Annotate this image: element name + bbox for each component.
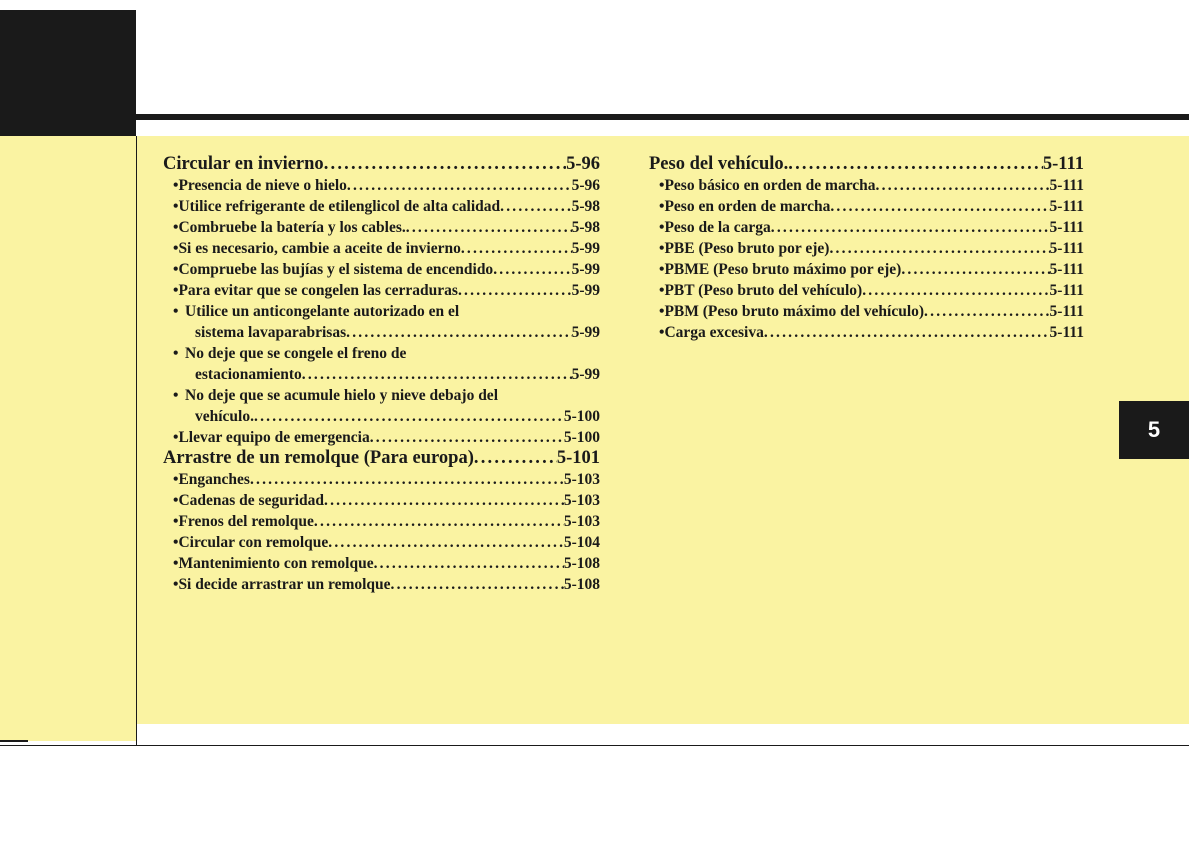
leader-dots xyxy=(346,322,571,343)
leader-dots xyxy=(314,511,564,532)
toc-entry-text: Compruebe las bujías y el sistema de encendido xyxy=(178,261,494,278)
page-number: 5-100 xyxy=(563,429,600,446)
toc-entry-text: Presencia de nieve o hielo xyxy=(178,177,347,194)
toc-entry[interactable] xyxy=(163,385,600,427)
toc-entry-text: PBME (Peso bruto máximo por eje) xyxy=(664,261,902,278)
page-number: 5-111 xyxy=(1049,219,1084,236)
bullet-icon: • xyxy=(659,219,665,236)
toc-entry-text: PBT (Peso bruto del vehículo) xyxy=(664,282,863,299)
bullet-icon: • xyxy=(659,282,665,299)
page-number: 5-111 xyxy=(1049,177,1084,194)
leader-dots xyxy=(901,259,1049,280)
toc-entry-text: Llevar equipo de emergencia xyxy=(178,429,370,446)
toc-entry-line xyxy=(163,301,600,322)
page-number: 5-99 xyxy=(571,261,600,278)
toc-entry-text: Combruebe la batería y los cables. xyxy=(178,219,406,236)
toc-entry-line xyxy=(163,343,600,364)
toc-entry[interactable] xyxy=(649,217,1084,238)
leader-dots xyxy=(771,217,1050,238)
toc-entry[interactable] xyxy=(649,238,1084,259)
bullet-icon: • xyxy=(173,387,179,404)
toc-entry[interactable] xyxy=(163,490,600,511)
bullet-icon: • xyxy=(659,324,665,341)
leader-dots xyxy=(788,154,1043,175)
toc-heading-text: Arrastre de un remolque (Para europa) xyxy=(163,448,474,468)
toc-entry-text: Peso de la carga xyxy=(664,219,771,236)
leader-dots xyxy=(406,217,572,238)
toc-entry[interactable] xyxy=(163,343,600,385)
toc-entry[interactable] xyxy=(649,280,1084,301)
page-number: 5-108 xyxy=(563,555,600,572)
leader-dots xyxy=(250,469,564,490)
leader-dots xyxy=(474,448,557,469)
page-number: 5-111 xyxy=(1049,198,1084,215)
leader-dots xyxy=(328,532,564,553)
bullet-icon: • xyxy=(173,261,179,278)
leader-dots xyxy=(829,238,1049,259)
bullet-icon: • xyxy=(659,177,665,194)
page-number: 5-101 xyxy=(556,448,600,468)
toc-entry[interactable] xyxy=(163,175,600,196)
bullet-icon: • xyxy=(173,240,179,257)
toc-entry[interactable] xyxy=(163,238,600,259)
footer-left-mark xyxy=(0,740,28,742)
toc-entry-text: Frenos del remolque xyxy=(178,513,314,530)
toc-heading[interactable] xyxy=(649,154,1084,175)
page-number: 5-103 xyxy=(563,492,600,509)
toc-left-column xyxy=(163,154,600,595)
page-number: 5-99 xyxy=(571,282,600,299)
toc-entry-text: Utilice un anticongelante autorizado en el xyxy=(185,303,460,320)
toc-entry[interactable] xyxy=(163,532,600,553)
leader-dots xyxy=(324,154,566,175)
page-number: 5-98 xyxy=(571,219,600,236)
bullet-icon: • xyxy=(173,345,179,362)
header-rule xyxy=(136,114,1189,120)
toc-entry-line xyxy=(163,406,600,427)
toc-entry-text: Circular con remolque xyxy=(178,534,329,551)
leader-dots xyxy=(493,259,571,280)
page-number: 5-111 xyxy=(1049,303,1084,320)
bullet-icon: • xyxy=(173,303,179,320)
bullet-icon: • xyxy=(173,534,179,551)
leader-dots xyxy=(347,175,572,196)
toc-entry[interactable] xyxy=(649,196,1084,217)
toc-entry-text: estacionamiento xyxy=(195,366,302,383)
left-margin-panel xyxy=(0,136,136,741)
toc-entry-line xyxy=(163,322,600,343)
toc-entry[interactable] xyxy=(163,427,600,448)
toc-heading[interactable] xyxy=(163,448,600,469)
bullet-icon: • xyxy=(173,513,179,530)
footer-rule xyxy=(0,745,1189,746)
page-number: 5-98 xyxy=(571,198,600,215)
toc-heading-text: Peso del vehículo. xyxy=(649,154,789,174)
page-number: 5-111 xyxy=(1049,324,1084,341)
leader-dots xyxy=(302,364,572,385)
bullet-icon: • xyxy=(173,282,179,299)
toc-entry[interactable] xyxy=(163,301,600,343)
bullet-icon: • xyxy=(173,576,179,593)
page-number: 5-103 xyxy=(563,471,600,488)
toc-entry[interactable] xyxy=(163,574,600,595)
toc-entry[interactable] xyxy=(163,196,600,217)
leader-dots xyxy=(324,490,564,511)
page-number: 5-99 xyxy=(571,324,600,341)
toc-entry[interactable] xyxy=(163,280,600,301)
toc-entry-text: sistema lavaparabrisas xyxy=(195,324,347,341)
toc-right-column xyxy=(649,154,1084,343)
bullet-icon: • xyxy=(173,555,179,572)
leader-dots xyxy=(764,322,1050,343)
page-number: 5-99 xyxy=(571,366,600,383)
leader-dots xyxy=(374,553,564,574)
toc-entry-text: Para evitar que se congelen las cerraduras xyxy=(178,282,458,299)
page-number: 5-103 xyxy=(563,513,600,530)
toc-entry[interactable] xyxy=(163,469,600,490)
bullet-icon: • xyxy=(173,219,179,236)
leader-dots xyxy=(830,196,1049,217)
toc-entry-text: Mantenimiento con remolque xyxy=(178,555,374,572)
margin-divider xyxy=(136,136,137,746)
chapter-tab: 5 xyxy=(1119,401,1189,459)
toc-entry-text: vehículo. xyxy=(195,408,254,425)
toc-entry-text: Peso básico en orden de marcha xyxy=(664,177,876,194)
leader-dots xyxy=(461,238,572,259)
leader-dots xyxy=(924,301,1050,322)
toc-entry-text: PBM (Peso bruto máximo del vehículo) xyxy=(664,303,925,320)
page-number: 5-111 xyxy=(1049,240,1084,257)
bullet-icon: • xyxy=(173,471,179,488)
bullet-icon: • xyxy=(659,240,665,257)
leader-dots xyxy=(391,574,564,595)
toc-entry-text: Peso en orden de marcha xyxy=(664,198,831,215)
toc-entry[interactable] xyxy=(649,259,1084,280)
toc-entry-text: Utilice refrigerante de etilenglicol de alta calidad xyxy=(178,198,501,215)
page-number: 5-99 xyxy=(571,240,600,257)
bullet-icon: • xyxy=(659,261,665,278)
toc-entry-text: No deje que se congele el freno de xyxy=(185,345,407,362)
toc-entry-text: No deje que se acumule hielo y nieve debajo del xyxy=(185,387,498,404)
toc-entry-text: Carga excesiva xyxy=(664,324,764,341)
toc-entry-line xyxy=(163,385,600,406)
page-number: 5-96 xyxy=(571,177,600,194)
toc-entry-text: Enganches xyxy=(178,471,250,488)
toc-entry[interactable] xyxy=(163,553,600,574)
leader-dots xyxy=(500,196,571,217)
toc-entry[interactable] xyxy=(163,259,600,280)
toc-entry-text: PBE (Peso bruto por eje) xyxy=(664,240,830,257)
toc-entry-line xyxy=(163,364,600,385)
leader-dots xyxy=(370,427,564,448)
page-number: 5-111 xyxy=(1049,261,1084,278)
toc-entry[interactable] xyxy=(163,217,600,238)
page-number: 5-108 xyxy=(563,576,600,593)
leader-dots xyxy=(458,280,572,301)
bullet-icon: • xyxy=(659,303,665,320)
bullet-icon: • xyxy=(173,429,179,446)
bullet-icon: • xyxy=(173,492,179,509)
leader-dots xyxy=(862,280,1049,301)
bullet-icon: • xyxy=(173,198,179,215)
toc-entry-text: Cadenas de seguridad xyxy=(178,492,324,509)
toc-entry-text: Si decide arrastrar un remolque xyxy=(178,576,391,593)
leader-dots xyxy=(876,175,1050,196)
toc-entry[interactable] xyxy=(649,175,1084,196)
leader-dots xyxy=(254,406,564,427)
page-number: 5-100 xyxy=(563,408,600,425)
bullet-icon: • xyxy=(173,177,179,194)
page-number: 5-104 xyxy=(563,534,600,551)
toc-entry[interactable] xyxy=(163,511,600,532)
toc-heading-text: Circular en invierno xyxy=(163,154,324,174)
page-number: 5-111 xyxy=(1042,154,1084,174)
toc-heading[interactable] xyxy=(163,154,600,175)
page-number: 5-111 xyxy=(1049,282,1084,299)
toc-entry[interactable] xyxy=(649,301,1084,322)
header-black-block xyxy=(0,10,136,136)
page-number: 5-96 xyxy=(566,154,600,174)
bullet-icon: • xyxy=(659,198,665,215)
toc-entry-text: Si es necesario, cambie a aceite de invierno xyxy=(178,240,461,257)
toc-entry[interactable] xyxy=(649,322,1084,343)
